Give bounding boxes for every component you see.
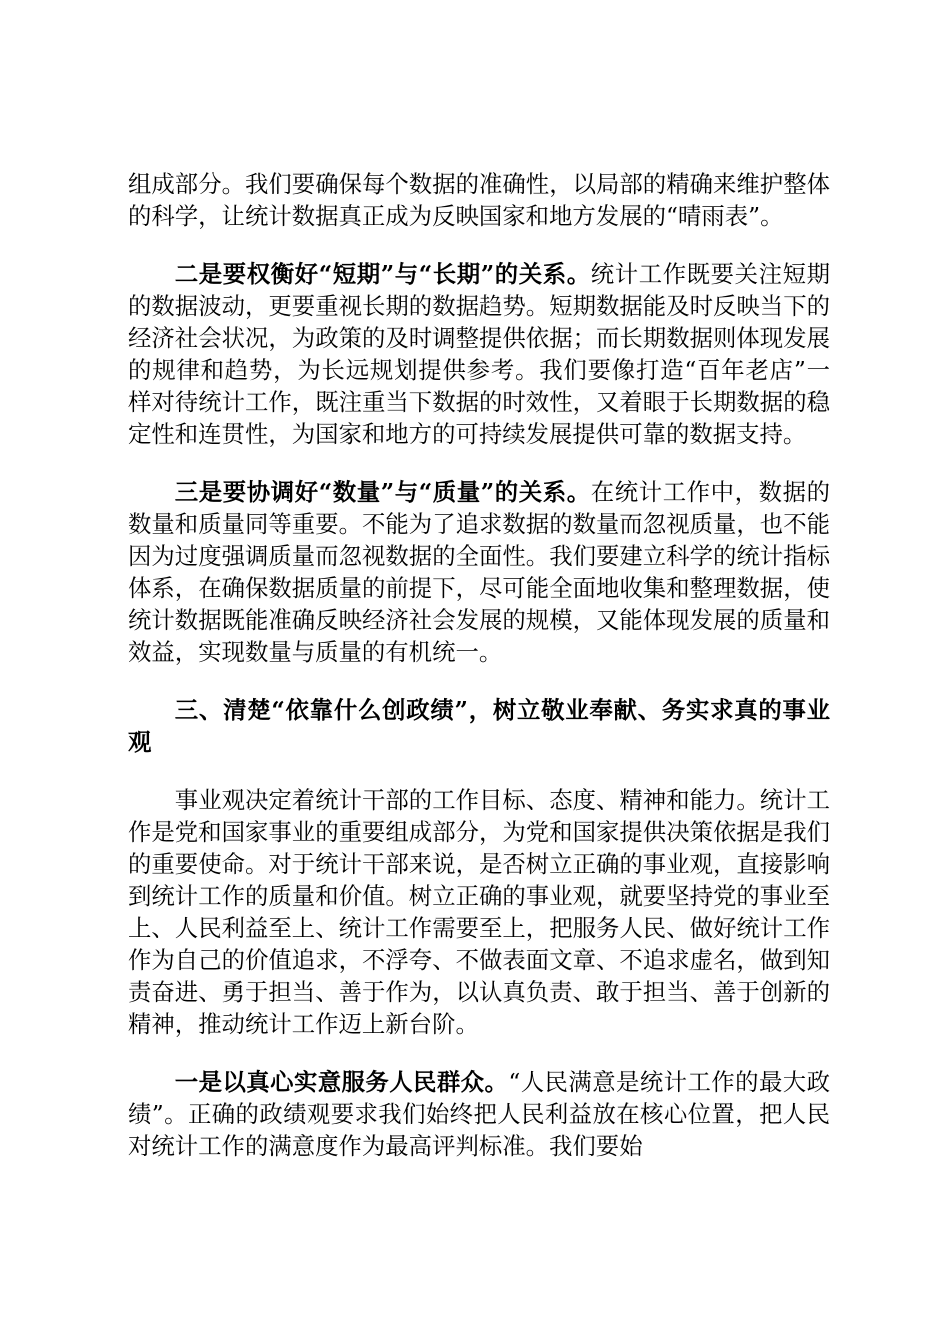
paragraph-lead: 三是要协调好“数量”与“质量”的关系。 xyxy=(174,478,591,506)
section-heading: 三、清楚“依靠什么创政绩”，树立敬业奉献、务实求真的事业观 xyxy=(128,696,830,756)
paragraph-text: 在统计工作中，数据的数量和质量同等重要。不能为了追求数据的数量而忽视质量，也不能因为过度强调质量而忽视数据的全面性。我们要建立科学的统计指标体系，在确保数据质量的前提下，尽可能全面地收集和整理数据，使统计数据既能准确反映经济社会发展的规模，又能体现发展的质量和效益，实现数量与质量的有机统一。 xyxy=(128,478,830,666)
paragraph-lead: 一是以真心实意服务人民群众。 xyxy=(174,1068,509,1096)
paragraph-text: 事业观决定着统计干部的工作目标、态度、精神和能力。统计工作是党和国家事业的重要组成部分，为党和国家提供决策依据是我们的重要使命。对于统计干部来说，是否树立正确的事业观，直接影响到统计工作的质量和价值。树立正确的事业观，就要坚持党的事业至上、人民利益至上、统计工作需要至上，把服务人民、做好统计工作作为自己的价值追求，不浮夸、不做表面文章、不追求虚名，做到知责奋进、勇于担当、善于作为，以认真负责、敢于担当、善于创新的精神，推动统计工作迈上新台阶。 xyxy=(128,786,830,1038)
paragraph-text: 统计工作既要关注短期的数据波动，更要重视长期的数据趋势。短期数据能及时反映当下的经济社会状况，为政策的及时调整提供依据；而长期数据则体现发展的规律和趋势，为长远规划提供参考。我们要像打造“百年老店”一样对待统计工作，既注重当下数据的时效性，又着眼于长期数据的稳定性和连贯性，为国家和地方的可持续发展提供可靠的数据支持。 xyxy=(128,260,830,448)
document-body xyxy=(128,168,830,1188)
paragraph-continuation xyxy=(128,168,830,232)
paragraph-text: 组成部分。我们要确保每个数据的准确性，以局部的精确来维护整体的科学，让统计数据真正成为反映国家和地方发展的“晴雨表”。 xyxy=(128,170,830,230)
paragraph-quantity-quality xyxy=(128,476,830,668)
paragraph-serve-people xyxy=(128,1066,830,1162)
paragraph-text: “人民满意是统计工作的最大政绩”。正确的政绩观要求我们始终把人民利益放在核心位置，把人民对统计工作的满意度作为最高评判标准。我们要始 xyxy=(128,1068,830,1160)
paragraph-lead: 二是要权衡好“短期”与“长期”的关系。 xyxy=(174,260,591,288)
paragraph-short-long-term xyxy=(128,258,830,450)
paragraph-career-view xyxy=(128,784,830,1040)
